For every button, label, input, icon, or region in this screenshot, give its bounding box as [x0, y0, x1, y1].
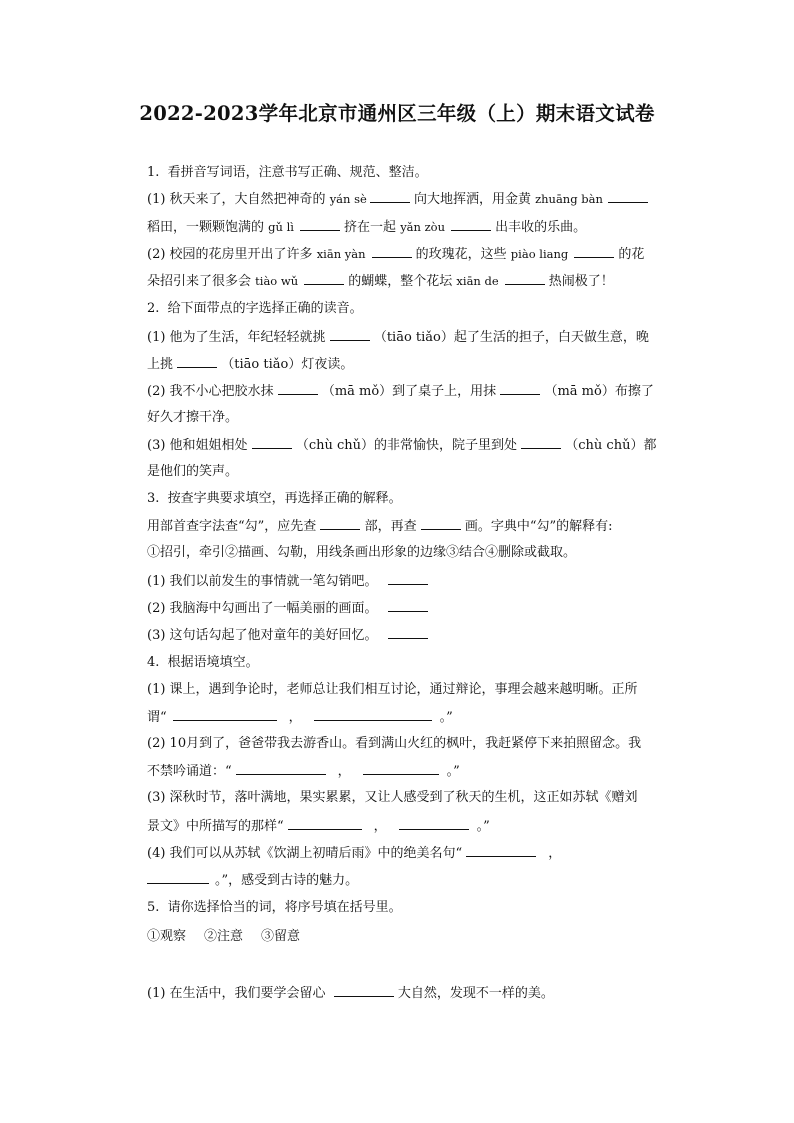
answer-blank[interactable] [388, 626, 428, 639]
q2-l1-text-a: (1) 他为了生活，年纪轻轻就挑 [147, 330, 330, 345]
q5-option-2: ②注意 [204, 929, 244, 944]
page-title: 2022-2023学年北京市通州区三年级（上）期末语文试卷 [139, 102, 655, 125]
answer-blank[interactable] [320, 517, 360, 530]
q1-l1-text-a: (1) 秋天来了，大自然把神奇的 [147, 192, 330, 207]
q4-l4-text-a: 不禁吟诵道：“ [147, 764, 232, 779]
q1-l4-pinyin-2: xiān de [456, 274, 499, 288]
answer-blank[interactable] [399, 817, 469, 830]
answer-blank[interactable] [574, 245, 614, 258]
answer-blank[interactable] [388, 572, 428, 585]
q4-l7-text-a: (4) 我们可以从苏轼《饮湖上初晴后雨》中的绝美名句“ [147, 846, 463, 861]
q1-l3-pinyin-1: xiān yàn [316, 247, 366, 261]
answer-blank[interactable] [388, 599, 428, 612]
q1-l1-text-b: 向大地挥洒，用金黄 [409, 192, 536, 207]
q1-line-1 [147, 190, 676, 209]
q1-l2-text-a: 稻田，一颗颗饱满的 [147, 220, 269, 235]
q4-l2-text-a: 谓“ [147, 710, 167, 725]
q3-item-1: (1) 我们以前发生的事情就一笔勾销吧。 [147, 574, 378, 589]
answer-blank[interactable] [372, 245, 412, 258]
q2-l5-text-a: (3) 他和姐姐相处 [147, 438, 252, 453]
q2-l2-text-a: 上挑 [147, 357, 178, 372]
q3-item-3: (3) 这句话勾起了他对童年的美好回忆。 [147, 628, 378, 643]
answer-blank[interactable] [451, 218, 491, 231]
q2-l3-text-a: (2) 我不小心把胶水抹 [147, 384, 278, 399]
q2-l1-text-b: （tiāo tiǎo）起了生活的担子，白天做生意，晚 [369, 330, 649, 345]
q5-option-3: ③留意 [261, 929, 301, 944]
q1-line-3 [147, 245, 676, 264]
answer-blank[interactable] [278, 382, 318, 395]
answer-blank[interactable] [177, 355, 217, 368]
q1-l2-text-b: 挤在一起 [339, 220, 401, 235]
answer-blank[interactable] [236, 762, 326, 775]
answer-blank[interactable] [300, 218, 340, 231]
q1-l3-text-c: 的花 [614, 247, 645, 262]
q4-l6-end: 。” [476, 819, 490, 834]
q4-line-5: (3) 深秋时节，落叶满地，果实累累，又让人感受到了秋天的生机，这正如苏轼《赠刘 [147, 790, 638, 805]
q5-option-1: ①观察 [147, 929, 187, 944]
q4-l7-comma: ， [548, 846, 562, 861]
q1-l3-text-a: (2) 校园的花房里开出了许多 [147, 247, 317, 262]
q3-header: 3. 按查字典要求填空，再选择正确的解释。 [147, 491, 402, 506]
q4-line-4 [147, 762, 676, 781]
q4-line-1: (1) 课上，遇到争论时，老师总让我们相互讨论，通过辩论，事理会越来越明晰。正所 [147, 682, 638, 697]
q2-line-1 [147, 328, 676, 347]
q4-line-7 [147, 844, 676, 863]
q2-header: 2. 给下面带点的字选择正确的读音。 [147, 301, 363, 316]
answer-blank[interactable] [252, 436, 292, 449]
q2-line-2 [147, 355, 676, 374]
q2-line-3 [147, 382, 676, 401]
answer-blank[interactable] [608, 190, 648, 203]
answer-blank[interactable] [500, 382, 540, 395]
q1-header: 1. 看拼音写词语，注意书写正确、规范、整洁。 [147, 165, 428, 180]
q3-line-2: ①招引，牵引②描画、勾勒，用线条画出形象的边缘③结合④删除或截取。 [147, 545, 577, 560]
q3-line-4 [147, 599, 676, 618]
q1-l2-text-c: 出丰收的乐曲。 [491, 220, 587, 235]
q1-line-4 [147, 272, 676, 291]
q5-l1-text-b: 大自然，发现不一样的美。 [393, 986, 554, 1001]
answer-blank[interactable] [421, 517, 461, 530]
answer-blank[interactable] [314, 708, 432, 721]
answer-blank[interactable] [173, 708, 277, 721]
q4-line-6 [147, 817, 676, 836]
answer-blank[interactable] [505, 272, 545, 285]
answer-blank[interactable] [521, 436, 561, 449]
q1-l3-pinyin-2: piào liang [510, 247, 569, 261]
q5-l1-text-a: (1) 在生活中，我们要学会留心 [147, 986, 330, 1001]
q1-l2-pinyin-2: yǎn zòu [400, 220, 445, 234]
q1-l4-text-a: 朵招引来了很多会 [147, 274, 256, 289]
q3-line-1 [147, 517, 676, 536]
q1-l1-pinyin-2: zhuāng bàn [535, 192, 603, 206]
q5-options [147, 928, 676, 946]
q2-line-4: 好久才擦干净。 [147, 410, 239, 425]
answer-blank[interactable] [334, 984, 394, 997]
q1-l4-text-b: 的蝴蝶，整个花坛 [344, 274, 457, 289]
q4-line-2 [147, 708, 676, 727]
answer-blank[interactable] [466, 844, 536, 857]
q2-l3-text-b: （mā mǒ）到了桌子上，用抹 [317, 384, 501, 399]
q2-l5-text-b: （chù chǔ）的非常愉快，院子里到处 [291, 438, 522, 453]
q3-l1-text-a: 用部首查字法查“勾”，应先查 [147, 519, 321, 534]
q4-l4-end: 。” [446, 764, 460, 779]
q3-item-2: (2) 我脑海中勾画出了一幅美丽的画面。 [147, 601, 378, 616]
q3-l1-text-b: 部，再查 [360, 519, 421, 534]
q1-l3-text-b: 的玫瑰花，这些 [411, 247, 511, 262]
q2-l5-text-c: （chù chǔ）都 [561, 438, 657, 453]
answer-blank[interactable] [330, 328, 370, 341]
q4-l2-end: 。” [439, 710, 453, 725]
q4-l6-comma: ， [373, 819, 387, 834]
q1-line-2 [147, 218, 676, 237]
q1-l4-text-c: 热闹极了！ [544, 274, 614, 289]
q2-line-6: 是他们的笑声。 [147, 464, 239, 479]
q4-l4-comma: ， [337, 764, 351, 779]
q2-line-5 [147, 436, 676, 455]
q5-header: 5. 请你选择恰当的词，将序号填在括号里。 [147, 900, 402, 915]
q4-line-3: (2) 10月到了，爸爸带我去游香山。看到满山火红的枫叶，我赶紧停下来拍照留念。我 [147, 736, 642, 751]
q1-l1-pinyin-1: yán sè [329, 192, 367, 206]
q4-l2-comma: ， [288, 710, 302, 725]
answer-blank[interactable] [370, 190, 410, 203]
q3-line-3 [147, 572, 676, 591]
q2-l2-text-b: （tiāo tiǎo）灯夜读。 [217, 357, 354, 372]
q5-line-1 [147, 984, 676, 1003]
answer-blank[interactable] [288, 817, 362, 830]
q4-l6-text-a: 景文》中所描写的那样“ [147, 819, 284, 834]
q2-l3-text-c: （mā mǒ）布擦了 [540, 384, 654, 399]
q4-header: 4. 根据语境填空。 [147, 655, 259, 670]
q3-line-5 [147, 626, 676, 645]
q3-l1-text-c: 画。字典中“勾”的解释有: [460, 519, 613, 534]
q1-l4-pinyin-1: tiào wǔ [255, 274, 299, 288]
answer-blank[interactable] [363, 762, 439, 775]
q4-line-8 [147, 871, 676, 890]
q1-l2-pinyin-1: gǔ lì [268, 220, 294, 234]
answer-blank[interactable] [147, 871, 209, 884]
answer-blank[interactable] [304, 272, 344, 285]
q4-l8-text: 。”，感受到古诗的魅力。 [215, 873, 359, 888]
